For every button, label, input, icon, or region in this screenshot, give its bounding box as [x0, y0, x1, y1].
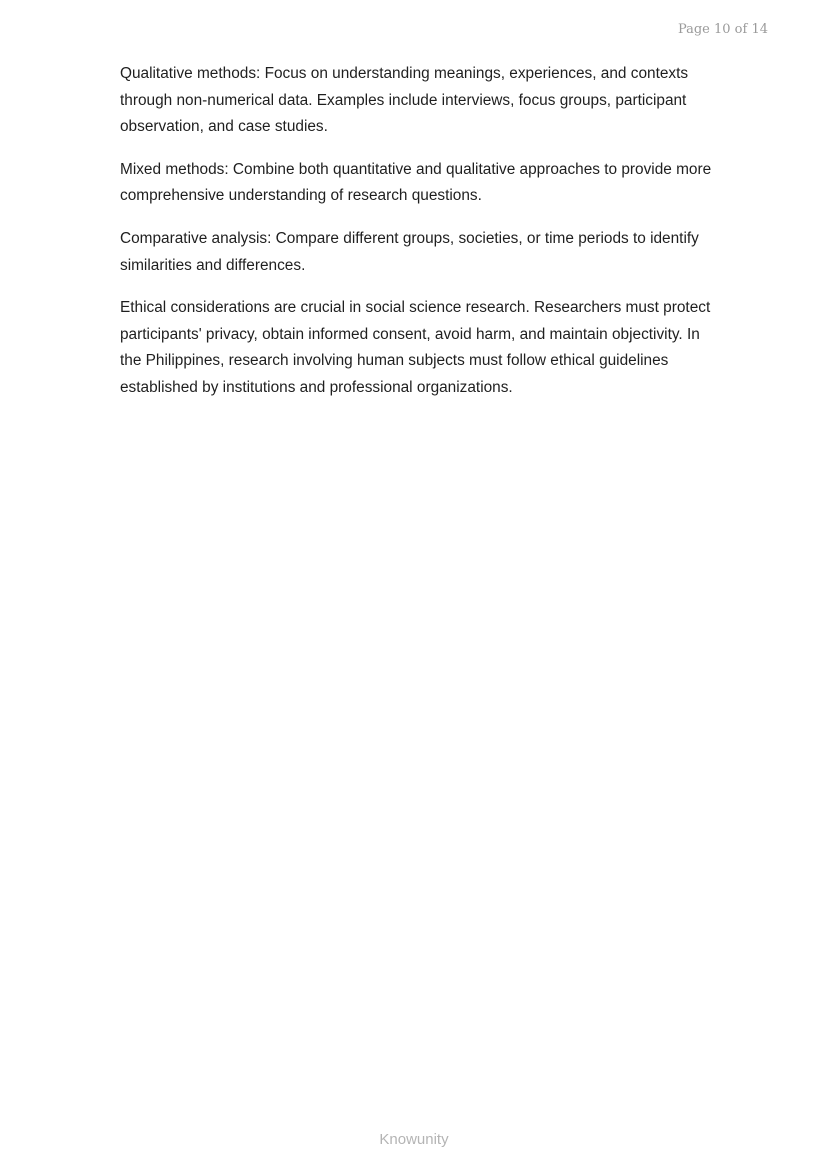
paragraph-ethical-considerations: Ethical considerations are crucial in social science research. Researchers must protect participants' privacy, obtain informed consent, avoid harm, and maintain objectivity. In the Philippines, research involving human subjects must follow ethical guidelines established by institutions and professional organizations. — [120, 299, 711, 396]
document-body — [120, 61, 720, 418]
paragraph-mixed-methods: Mixed methods: Combine both quantitative and qualitative approaches to provide more comprehensive understanding of research questions. — [120, 160, 712, 205]
page-number: Page 10 of 14 — [677, 22, 768, 37]
footer-brand-logo: Knowunity — [379, 1131, 449, 1148]
paragraph-comparative-analysis: Comparative analysis: Compare different groups, societies, or time periods to identify similarities and differences. — [120, 229, 699, 274]
paragraph-qualitative-methods: Qualitative methods: Focus on understanding meanings, experiences, and contexts through non-numerical data. Examples include interviews, focus groups, participant observation, and case studies. — [120, 65, 689, 136]
